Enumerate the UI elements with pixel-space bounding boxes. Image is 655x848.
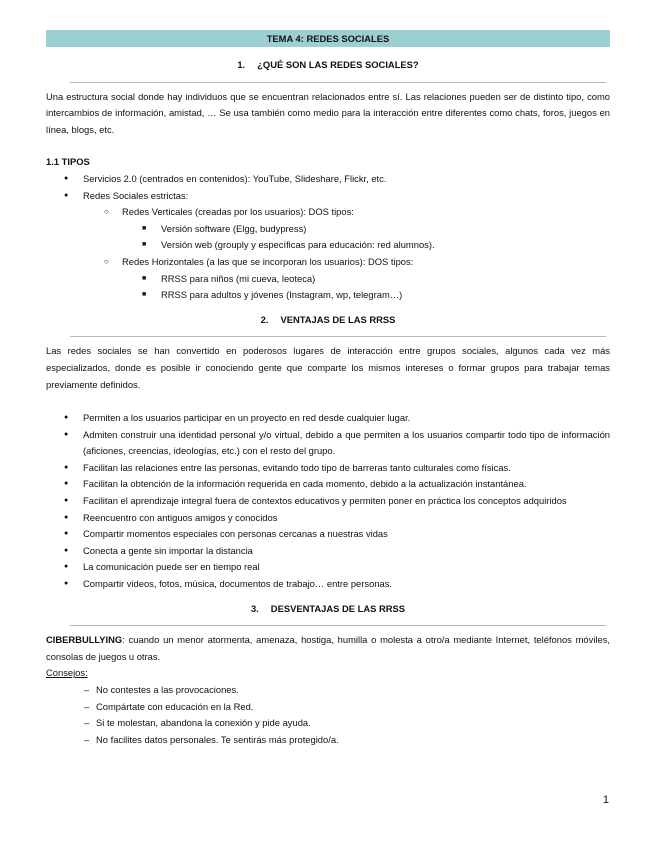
list-item: ● Redes Sociales estrictas: [46, 188, 610, 205]
tipos-list [46, 171, 610, 304]
tip-text: No contestes a las provocaciones. [96, 684, 239, 695]
list-item [46, 732, 610, 749]
tip-text: Compártate con educación en la Red. [96, 700, 254, 712]
page-number: 1 [602, 794, 609, 806]
list-item [46, 699, 610, 716]
list-item: ● Admiten construir una identidad personal y/o virtual, debido a que permiten a los usuarios compartir todo tipo de información (aficiones, creencias, ideologías, etc.) con el resto del grupo. [46, 427, 610, 460]
list-item: ● Facilitan el aprendizaje integral fuera de contextos educativos y permiten poner en práctica los conceptos adquiridos [46, 493, 610, 510]
list-item: ■ RRSS para niños (mi cueva, leoteca) [46, 271, 610, 288]
document-page [46, 30, 610, 748]
list-item: ● Facilitan las relaciones entre las personas, evitando todo tipo de barreras tanto culturales como físicas. [46, 460, 610, 477]
section-3-heading [46, 601, 610, 618]
section-3-number: 3. [250, 602, 259, 614]
list-item: ● Servicios 2.0 (centrados en contenidos): YouTube, Slideshare, Flickr, etc. [46, 171, 610, 188]
list-item: ■ RRSS para adultos y jóvenes (Instagram, wp, telegram…) [46, 287, 610, 304]
list-item [46, 715, 610, 732]
list-item: ● Compartir videos, fotos, música, documentos de trabajo… entre personas. [46, 576, 610, 593]
list-item: ● Permiten a los usuarios participar en un proyecto en red desde cualquier lugar. [46, 410, 610, 427]
consejos-label: Consejos: [46, 667, 88, 679]
section-1-heading [46, 57, 610, 74]
tipos-heading: 1.1 TIPOS [46, 156, 90, 168]
list-item: ● Conecta a gente sin importar la distancia [46, 543, 610, 560]
ventajas-paragraph: Las redes sociales se han convertido en poderosos lugares de interacción entre grupos sociales, algunos cada vez más especializados, donde es posible ir conociendo gente que comparte los mismos intereses o formar grupos para trabajar temas previamente definidos. [46, 345, 610, 390]
ciberbullying-term: CIBERBULLYING [46, 634, 123, 646]
tip-text: No facilites datos personales. Te sentirás más protegido/a. [96, 733, 339, 745]
tip-text: Si te molestan, abandona la conexión y pide ayuda. [96, 717, 311, 729]
list-item: ● La comunicación puede ser en tiempo real [46, 559, 610, 576]
list-item: ○ Redes Verticales (creadas por los usuarios): DOS tipos: [46, 204, 610, 221]
list-item: ● Facilitan la obtención de la información requerida en cada momento, debido a la actualización instantánea. [46, 476, 610, 493]
list-item: ○ Redes Horizontales (a las que se incorporan los usuarios): DOS tipos: [46, 254, 610, 271]
section-2-number: 2. [260, 313, 269, 325]
section-1-number: 1. [237, 59, 246, 70]
section-3-title: DESVENTAJAS DE LAS RRSS [270, 602, 406, 614]
consejos-list [46, 682, 610, 748]
list-item [46, 682, 610, 699]
topic-banner: TEMA 4: REDES SOCIALES [46, 30, 610, 47]
ventajas-list [46, 410, 610, 593]
section-1-title: ¿QUÉ SON LAS REDES SOCIALES? [257, 59, 419, 70]
list-item: ● Compartir momentos especiales con personas cercanas a nuestras vidas [46, 526, 610, 543]
ciberbullying-paragraph [46, 632, 610, 665]
list-item: ■ Versión software (Elgg, budypress) [46, 221, 610, 238]
section-2-heading [46, 312, 610, 329]
ciberbullying-definition: : cuando un menor atormenta, amenaza, hostiga, humilla o molesta a otro/a mediante Internet, teléfonos móviles, consolas de juegos u otras. [46, 634, 610, 662]
intro-paragraph: Una estructura social donde hay individuos que se encuentran relacionados entre sí. Las relaciones pueden ser de distinto tipo, como intercambios de información, amistad, … Se usa también como medio para la interacción entre diferentes como chats, foros, juegos en línea, blogs, etc. [46, 90, 610, 135]
list-item: ■ Versión web (grouply y específicas para educación: red alumnos). [46, 237, 610, 254]
list-item: ● Reencuentro con antiguos amigos y conocidos [46, 510, 610, 527]
section-2-title: VENTAJAS DE LAS RRSS [280, 313, 396, 325]
